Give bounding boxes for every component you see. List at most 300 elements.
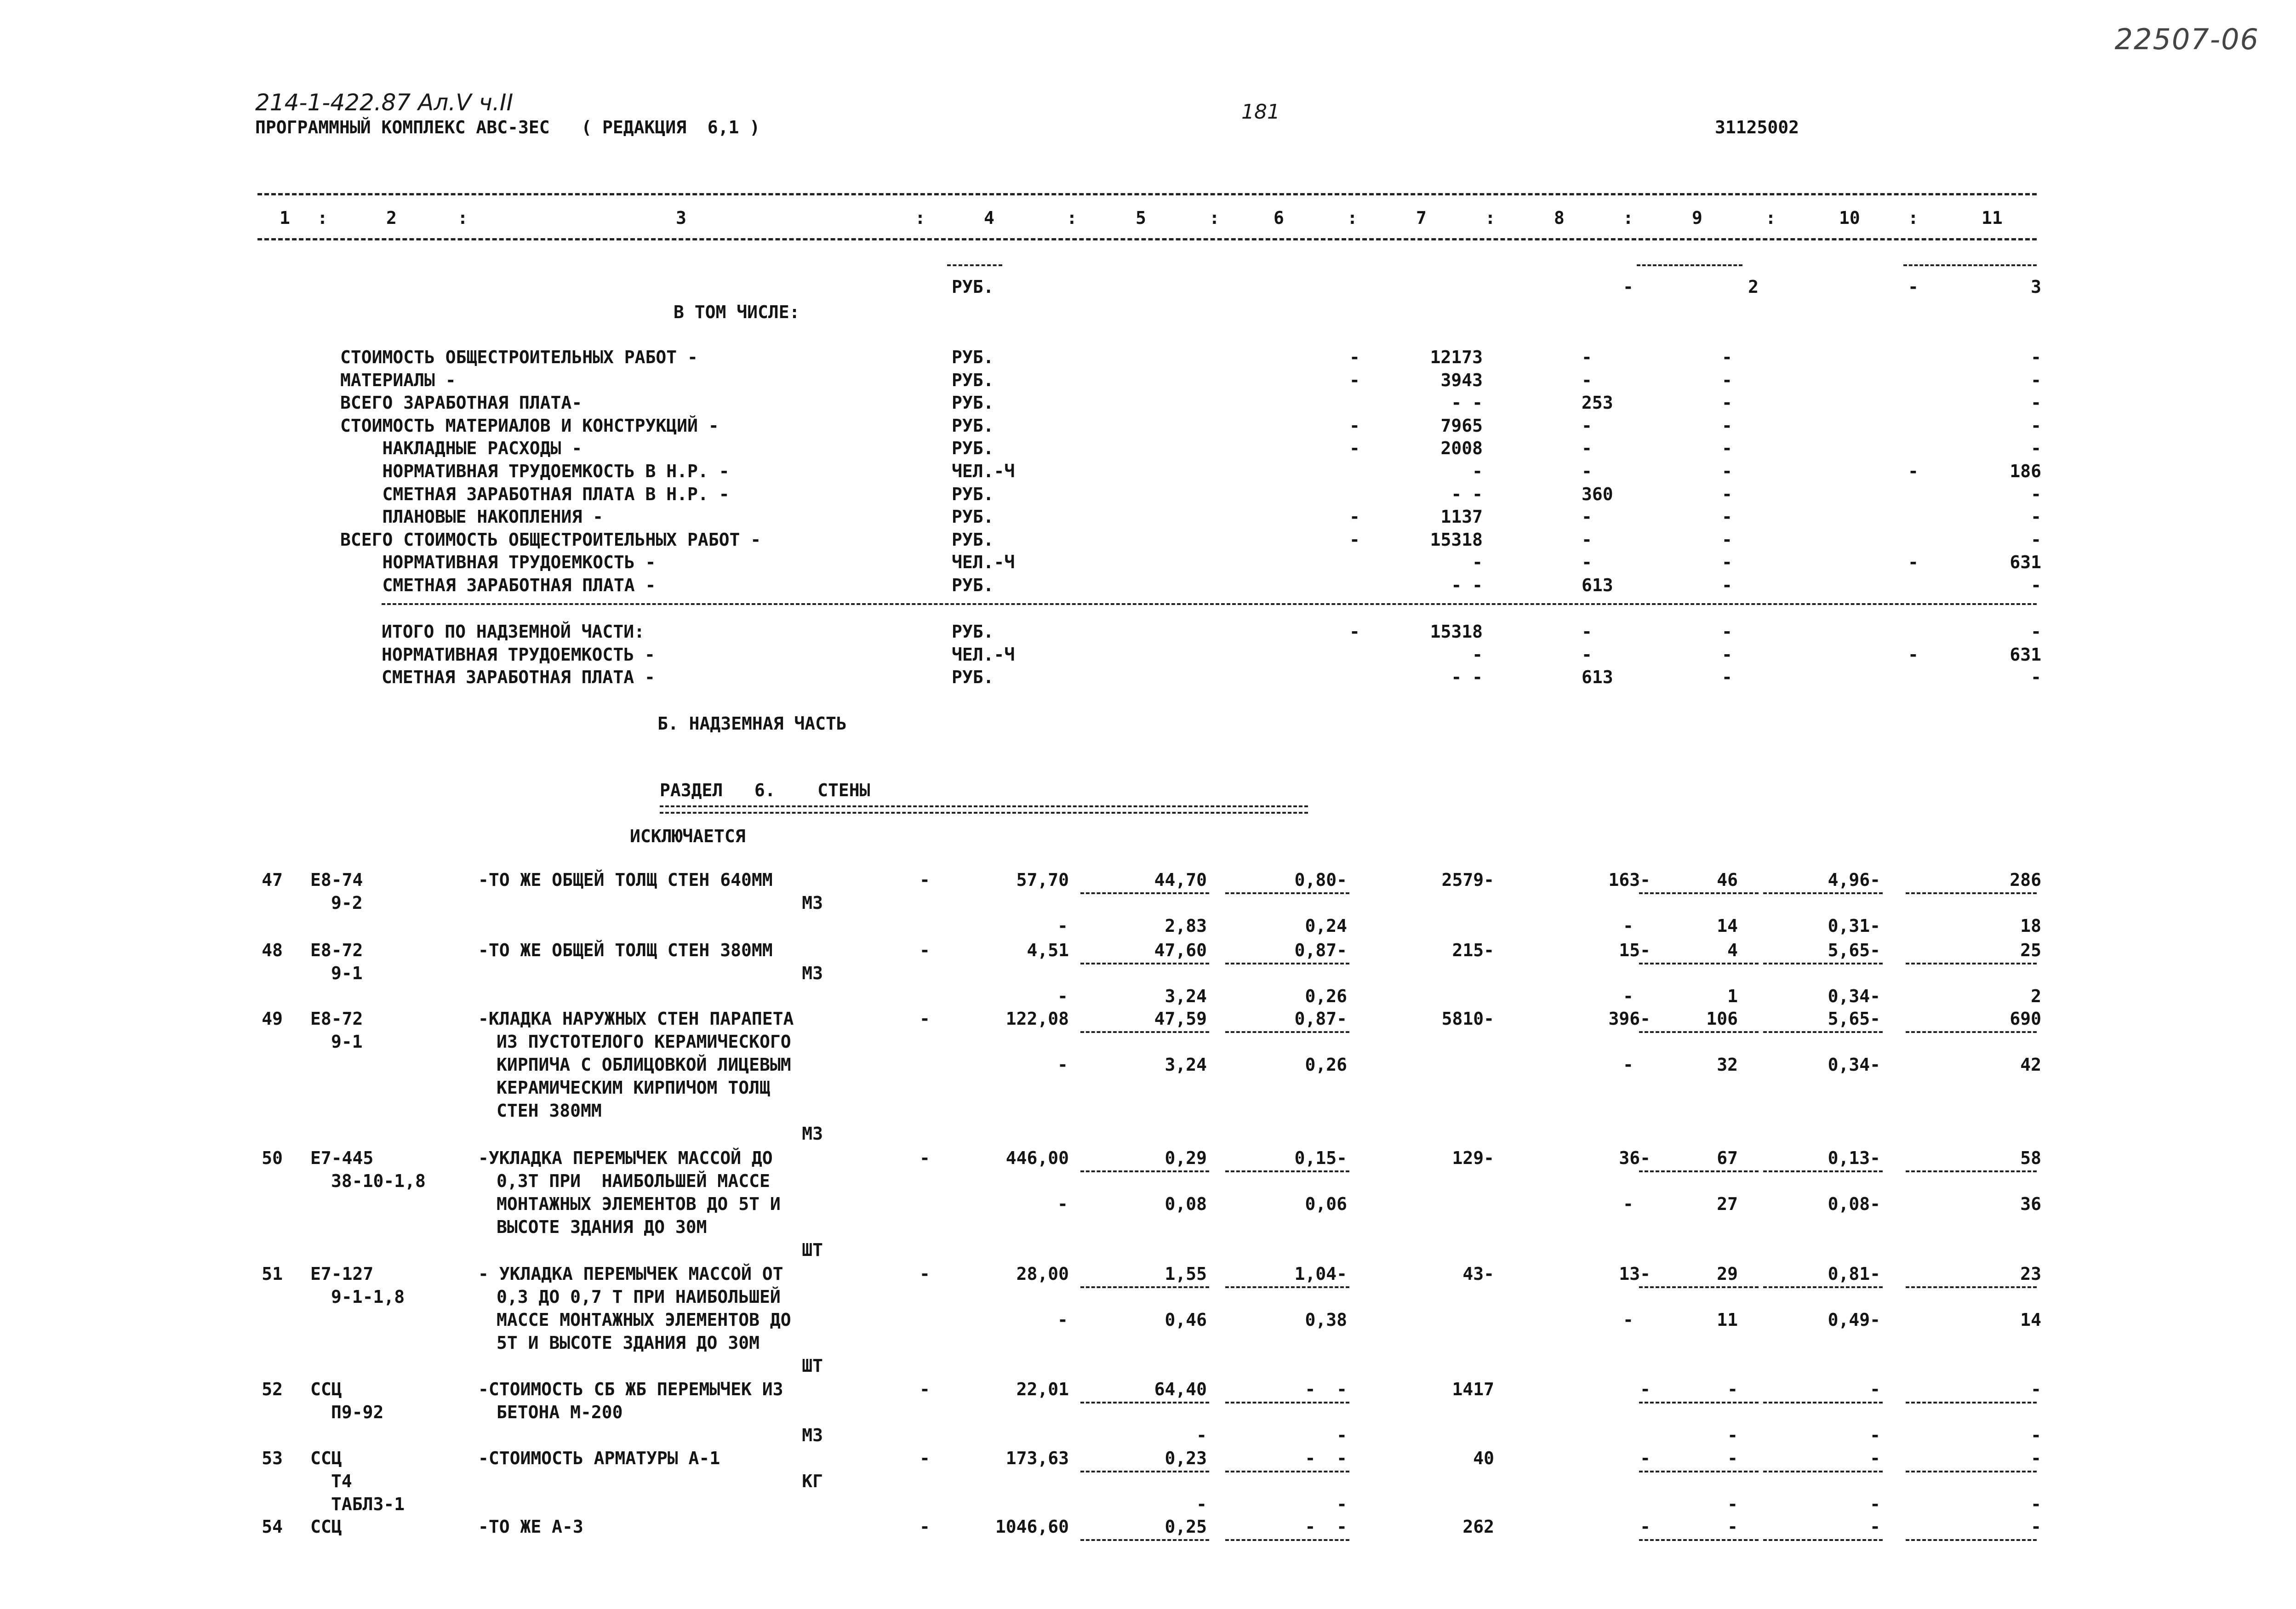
cell: - [920,1009,930,1029]
cell: - [1582,644,1592,665]
summary-label: СМЕТНАЯ ЗАРАБОТНАЯ ПЛАТА В Н.Р. - [340,484,730,504]
sub-rule [1080,1031,1209,1033]
quantity: 28,00 [1016,1264,1069,1284]
cell: 0,31- [1828,916,1880,936]
entry-description: БЕТОНА М-200 [497,1402,623,1422]
cell: 129- [1452,1148,1494,1168]
cell: 360 [1582,484,1613,504]
cell: 0,08 [1165,1194,1207,1214]
cell: - [1196,1425,1207,1445]
cell: - [1582,370,1592,390]
entry-description: 5Т И ВЫСОТЕ ЗДАНИЯ ДО 30М [497,1333,760,1353]
sub-rule [1763,1471,1883,1472]
sub-rule [1906,1539,2037,1541]
entry-code: 9-2 [331,893,363,913]
cell: - [1722,347,1732,367]
column-number: 8 [1554,208,1565,228]
cell: - [2031,393,2041,413]
cell: - [2031,438,2041,459]
short-rule [1903,264,2037,266]
entry-number: 53 [262,1448,283,1468]
cell: - [1057,986,1068,1006]
entry-description: КИРПИЧА С ОБЛИЦОВКОЙ ЛИЦЕВЫМ [497,1055,791,1075]
cell: - [1582,622,1592,642]
sub-rule [1906,963,2037,964]
cell: - [920,1448,930,1468]
cell: - [1722,622,1732,642]
page-number: 181 [1241,100,1280,124]
entry-code: 9-1-1,8 [331,1287,405,1307]
cell: - [1582,461,1592,481]
cell: 14 [1717,916,1738,936]
cell: 5,65- [1828,1009,1880,1029]
unit: М3 [802,893,823,913]
column-separator: : [1485,208,1496,228]
unit: РУБ. [952,438,994,459]
entry-code: Е8-72 [310,940,363,960]
cell: - [920,1264,930,1284]
sub-rule [1906,1471,2037,1472]
sub-rule [1080,1539,1209,1541]
sub-rule [1763,892,1883,894]
entry-description: ВЫСОТЕ ЗДАНИЯ ДО 30М [497,1217,707,1237]
cell: - [1472,552,1483,573]
summary-label: НОРМАТИВНАЯ ТРУДОЕМКОСТЬ В Н.Р. - [340,461,730,481]
entry-code: ССЦ [310,1379,342,1399]
cell: 3,24 [1165,986,1207,1006]
sub-rule [1639,1402,1759,1404]
cell: 46 [1717,870,1738,890]
sub-rule [1080,963,1209,964]
entry-description: СТЕН 380ММ [497,1101,602,1121]
cell: 0,26 [1305,986,1347,1006]
sub-rule [1763,1402,1883,1404]
sub-rule [1225,1170,1349,1172]
sub-rule [1906,892,2037,894]
cell: 27 [1717,1194,1738,1214]
column-number: 2 [386,208,397,228]
cell: - [2031,1494,2041,1514]
cell: 13- [1619,1264,1651,1284]
cell: 1,04- [1294,1264,1347,1284]
quantity: 173,63 [1005,1448,1069,1468]
unit: ЧЕЛ.-Ч [952,644,1015,665]
column-number: 11 [1982,208,2003,228]
cell: 0,34- [1828,986,1880,1006]
cell: 25 [2020,940,2041,960]
entry-code: Е7-445 [310,1148,374,1168]
sub-rule [1763,1286,1883,1288]
cell: - [1640,1448,1651,1468]
cell: - [1908,461,1919,481]
v-tom-chisle-label: В ТОМ ЧИСЛЕ: [674,302,800,322]
cell: 15318 [1430,529,1483,550]
cell: 2 [2031,986,2041,1006]
entry-description: -КЛАДКА НАРУЖНЫХ СТЕН ПАРАПЕТА [478,1009,794,1029]
summary-label: СМЕТНАЯ ЗАРАБОТНАЯ ПЛАТА - [340,575,656,595]
cell: 613 [1582,667,1613,688]
cell: - [1582,552,1592,573]
summary-label: ПЛАНОВЫЕ НАКОПЛЕНИЯ - [340,507,603,527]
cell: 1,55 [1165,1264,1207,1284]
cell: - [1870,1448,1880,1468]
cell: - [1057,916,1068,936]
cell: - [920,870,930,890]
entry-description: -СТОИМОСТЬ СБ ЖБ ПЕРЕМЫЧЕК ИЗ [478,1379,783,1399]
cell: - [1196,1494,1207,1514]
cell: - [1722,393,1732,413]
unit: РУБ. [952,484,994,504]
cell: - - [1451,575,1483,595]
cell: 253 [1582,393,1613,413]
summary-label: НОРМАТИВНАЯ ТРУДОЕМКОСТЬ - [340,552,656,573]
itogo-rule [382,603,2037,605]
cell: - [1727,1425,1738,1445]
entry-description: -ТО ЖЕ ОБЩЕЙ ТОЛЩ СТЕН 380ММ [478,940,773,960]
cell: - [1472,461,1483,481]
cell: 42 [2020,1055,2041,1075]
cell: 58 [2020,1148,2041,1168]
cell: - [1057,1055,1068,1075]
quantity: 22,01 [1016,1379,1069,1399]
cell: - [920,940,930,960]
sub-rule [1225,1031,1349,1033]
entry-code: ССЦ [310,1448,342,1468]
doc-number: 31125002 [1715,117,1799,137]
cell: - - [1451,667,1483,688]
cell: 0,23 [1165,1448,1207,1468]
entry-description: - УКЛАДКА ПЕРЕМЫЧЕК МАССОЙ ОТ [478,1264,783,1284]
entry-code: 9-1 [331,1032,363,1052]
cell: - - [1451,484,1483,504]
cell: 163- [1608,870,1651,890]
cell: - [1623,1310,1633,1330]
sub-rule [1080,1170,1209,1172]
unit: ШТ [802,1240,823,1260]
summary-label: НАКЛАДНЫЕ РАСХОДЫ - [340,438,583,459]
cell: - [1722,438,1732,459]
part-heading: Б. НАДЗЕМНАЯ ЧАСТЬ [657,713,847,734]
entry-number: 48 [262,940,283,960]
section-heading: РАЗДЕЛ 6. СТЕНЫ [660,780,870,800]
cell: - - [1305,1448,1347,1468]
column-number: 10 [1839,208,1860,228]
column-separator: : [1908,208,1919,228]
column-separator: : [317,208,328,228]
entry-code: Е7-127 [310,1264,374,1284]
cell: - [1722,575,1732,595]
cell: - [1623,1055,1633,1075]
cell: - [1057,1194,1068,1214]
cell: 0,34- [1828,1055,1880,1075]
cell: - [1349,370,1360,390]
cell: 18 [2020,916,2041,936]
entry-description: -ТО ЖЕ А-3 [478,1517,583,1537]
unit: ШТ [802,1356,823,1376]
entry-description: -ТО ЖЕ ОБЩЕЙ ТОЛЩ СТЕН 640ММ [478,870,773,890]
cell: - [1582,507,1592,527]
cell: - [1722,644,1732,665]
cell: - [1349,347,1360,367]
cell: - [2031,415,2041,436]
entry-code: П9-92 [331,1402,384,1422]
column-separator: : [457,208,468,228]
cell: 32 [1717,1055,1738,1075]
cell: 0,15- [1294,1148,1347,1168]
sub-rule [1639,1539,1759,1541]
cell: 631 [2010,552,2041,573]
cell: 0,38 [1305,1310,1347,1330]
cell: - [2031,484,2041,504]
cell: 3 [2031,277,2041,297]
cell: - [920,1517,930,1537]
unit: М3 [802,1124,823,1144]
cell: 690 [2010,1009,2041,1029]
unit: РУБ. [952,347,994,367]
section-double-rule [660,805,1308,814]
cell: 0,46 [1165,1310,1207,1330]
cell: 47,60 [1154,940,1207,960]
cell: - [1722,370,1732,390]
doc-code: 214-1-422.87 Ал.V ч.II [255,89,514,116]
column-number: 3 [676,208,686,228]
cell: - [1727,1448,1738,1468]
entry-number: 52 [262,1379,283,1399]
entry-number: 47 [262,870,283,890]
cell: - [1640,1517,1651,1537]
column-number: 1 [280,208,290,228]
cell: 36- [1619,1148,1651,1168]
cell: 7965 [1440,415,1483,436]
excluded-note: ИСКЛЮЧАЕТСЯ [630,826,746,846]
cell: 29 [1717,1264,1738,1284]
cell: 15- [1619,940,1651,960]
cell: 23 [2020,1264,2041,1284]
summary-label: СТОИМОСТЬ ОБЩЕСТРОИТЕЛЬНЫХ РАБОТ - [340,347,698,367]
header-bottom-rule [257,238,2037,240]
column-separator: : [1067,208,1077,228]
sub-rule [1763,1539,1883,1541]
sub-rule [1080,1471,1209,1472]
cell: - [1472,644,1483,665]
corner-mark: 22507-06 [2114,23,2259,56]
quantity: 4,51 [1027,940,1069,960]
cell: 14 [2020,1310,2041,1330]
cell: - [1722,552,1732,573]
cell: 0,25 [1165,1517,1207,1537]
cell: 396- [1608,1009,1651,1029]
cell: - [1870,1425,1880,1445]
unit: РУБ. [952,393,994,413]
cell: - [1727,1517,1738,1537]
cell: - [1908,552,1919,573]
cell: - [2031,347,2041,367]
cell: - [1349,507,1360,527]
sub-rule [1225,1539,1349,1541]
cell: 3,24 [1165,1055,1207,1075]
cell: 67 [1717,1148,1738,1168]
cell: - [2031,667,2041,688]
cell: - [1727,1494,1738,1514]
cell: 2579- [1441,870,1494,890]
cell: - [1057,1310,1068,1330]
unit: РУБ. [952,415,994,436]
cell: - [2031,575,2041,595]
cell: 215- [1452,940,1494,960]
cell: - [2031,529,2041,550]
cell: - [1623,986,1633,1006]
cell: - [1870,1379,1880,1399]
cell: 2008 [1440,438,1483,459]
sub-rule [1639,1471,1759,1472]
column-separator: : [1347,208,1358,228]
column-separator: : [1765,208,1776,228]
sub-rule [1763,1031,1883,1033]
unit: РУБ. [952,667,994,688]
cell: 286 [2010,870,2041,890]
entry-description: ИЗ ПУСТОТЕЛОГО КЕРАМИЧЕСКОГО [497,1032,791,1052]
sub-rule [1080,892,1209,894]
cell: - [2031,1517,2041,1537]
cell: - [1582,438,1592,459]
cell: - [1727,1379,1738,1399]
cell: 1417 [1452,1379,1494,1399]
quantity: 1046,60 [995,1517,1069,1537]
cell: 0,87- [1294,1009,1347,1029]
sub-rule [1763,1170,1883,1172]
entry-number: 50 [262,1148,283,1168]
cell: - [1582,529,1592,550]
entry-description: МАССЕ МОНТАЖНЫХ ЭЛЕМЕНТОВ ДО [497,1310,791,1330]
sub-rule [1906,1402,2037,1404]
unit: РУБ. [952,575,994,595]
entry-number: 51 [262,1264,283,1284]
entry-code: Е8-72 [310,1009,363,1029]
summary-label: ВСЕГО ЗАРАБОТНАЯ ПЛАТА- [340,393,583,413]
cell: 43- [1462,1264,1494,1284]
cell: 0,29 [1165,1148,1207,1168]
cell: - [1722,529,1732,550]
cell: - [1349,622,1360,642]
entry-code: ТАБЛ3-1 [331,1494,405,1514]
cell: - [920,1148,930,1168]
entry-description: -УКЛАДКА ПЕРЕМЫЧЕК МАССОЙ ДО [478,1148,773,1168]
program-title: ПРОГРАММНЫЙ КОМПЛЕКС АВС-ЗЕС ( РЕДАКЦИЯ 6,1 ) [255,117,760,137]
cell: - [1349,529,1360,550]
cell: - [1623,1194,1633,1214]
cell: 5810- [1441,1009,1494,1029]
summary-label: СТОИМОСТЬ МАТЕРИАЛОВ И КОНСТРУКЦИЙ - [340,415,719,436]
cell: - [2031,1379,2041,1399]
column-number: 6 [1274,208,1284,228]
cell: - [1640,1379,1651,1399]
column-number: 4 [984,208,994,228]
cell: - [1623,916,1633,936]
entry-code: ССЦ [310,1517,342,1537]
entry-number: 54 [262,1517,283,1537]
cell: 4 [1727,940,1738,960]
unit: КГ [802,1471,823,1491]
cell: 11 [1717,1310,1738,1330]
cell: 0,26 [1305,1055,1347,1075]
cell: 64,40 [1154,1379,1207,1399]
cell: 2,83 [1165,916,1207,936]
cell: - [1623,277,1633,297]
cell: - - [1305,1379,1347,1399]
column-number: 7 [1416,208,1427,228]
summary-label: СМЕТНАЯ ЗАРАБОТНАЯ ПЛАТА - [382,667,655,688]
entry-code: 9-1 [331,963,363,983]
cell: - [2031,1425,2041,1445]
cell: 106 [1706,1009,1738,1029]
sub-rule [1906,1286,2037,1288]
sub-rule [1225,1402,1349,1404]
entry-description: КЕРАМИЧЕСКИМ КИРПИЧОМ ТОЛЩ [497,1078,770,1098]
entry-code: Е8-74 [310,870,363,890]
cell: - [1908,277,1919,297]
entry-code: 38-10-1,8 [331,1171,426,1191]
short-rule [1637,264,1742,266]
cell: - [1870,1494,1880,1514]
cell: 47,59 [1154,1009,1207,1029]
cell: 2 [1748,277,1759,297]
cell: - [1870,1517,1880,1537]
sub-rule [1225,892,1349,894]
cell: - [1336,1425,1347,1445]
cell: 1 [1727,986,1738,1006]
sub-rule [1906,1031,2037,1033]
cell: - [1582,415,1592,436]
cell: 40 [1473,1448,1494,1468]
sub-rule [1639,963,1759,964]
entry-code: Т4 [331,1471,352,1491]
column-separator: : [915,208,925,228]
unit: РУБ. [952,370,994,390]
cell: 3943 [1440,370,1483,390]
sub-rule [1763,963,1883,964]
cell: 0,24 [1305,916,1347,936]
sub-rule [1225,1471,1349,1472]
cell: 0,81- [1828,1264,1880,1284]
sub-rule [1639,1286,1759,1288]
cell: 36 [2020,1194,2041,1214]
entry-description: 0,3 ДО 0,7 Т ПРИ НАИБОЛЬШЕЙ [497,1287,781,1307]
cell: 12173 [1430,347,1483,367]
cell: 0,13- [1828,1148,1880,1168]
summary-label: НОРМАТИВНАЯ ТРУДОЕМКОСТЬ - [382,644,655,665]
column-number: 9 [1692,208,1702,228]
summary-label: ИТОГО ПО НАДЗЕМНОЙ ЧАСТИ: [382,622,645,642]
cell: - [2031,370,2041,390]
unit: М3 [802,1425,823,1445]
summary-label: МАТЕРИАЛЫ - [340,370,456,390]
cell: - [1722,667,1732,688]
cell: - [1349,438,1360,459]
quantity: 122,08 [1005,1009,1069,1029]
cell: - [1722,415,1732,436]
unit: РУБ. [952,277,994,297]
cell: 262 [1462,1517,1494,1537]
cell: - [2031,1448,2041,1468]
cell: 44,70 [1154,870,1207,890]
unit: ЧЕЛ.-Ч [952,552,1015,573]
cell: 1137 [1440,507,1483,527]
cell: - [2031,507,2041,527]
unit: М3 [802,963,823,983]
sub-rule [1225,1286,1349,1288]
cell: 0,06 [1305,1194,1347,1214]
column-separator: : [1209,208,1220,228]
